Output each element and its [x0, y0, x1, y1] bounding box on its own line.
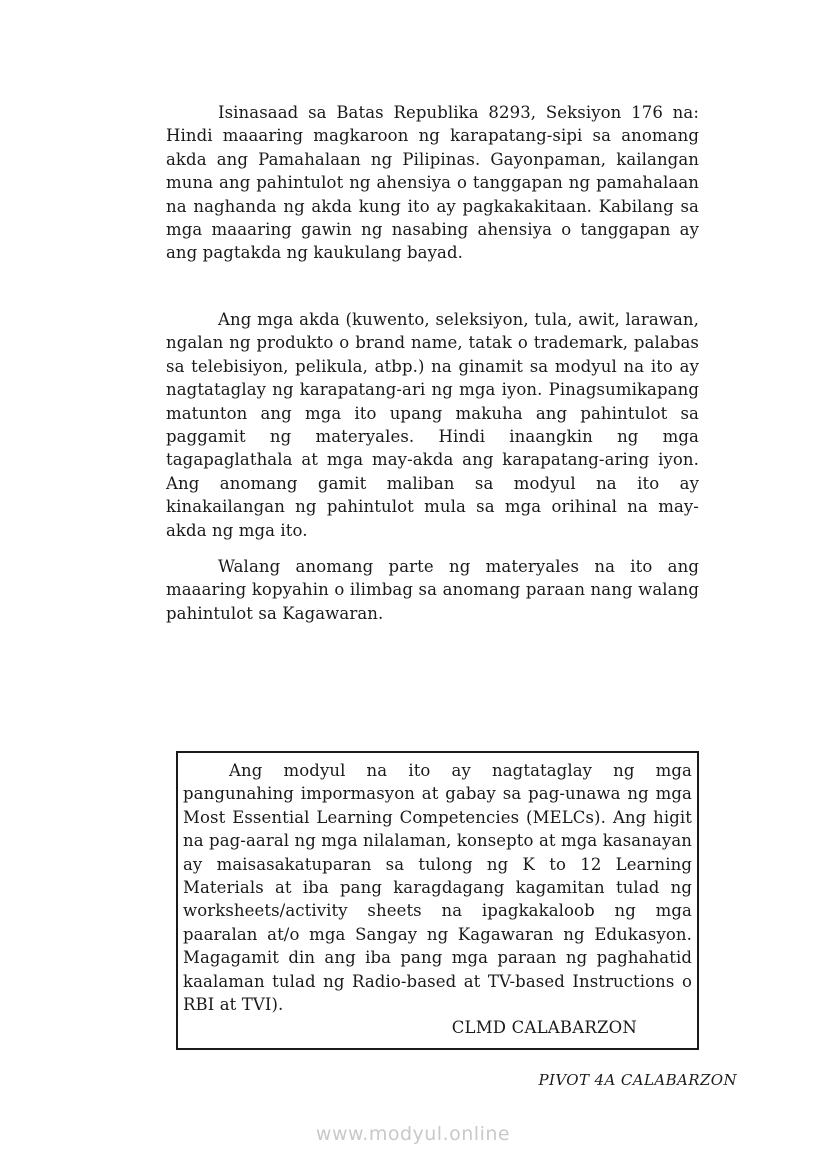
notice-box-signature: CLMD CALABARZON: [451, 1018, 637, 1038]
site-watermark: www.modyul.online: [315, 1123, 511, 1145]
copyright-paragraph-1: Isinasaad sa Batas Republika 8293, Seksiyon 176 na: Hindi maaaring magkaroon ng karapatang-sipi sa anomang akda ang Pamahalaan ng Pilipinas. Gayonpaman, kailangan muna ang pahintulot ng ahensiya o tanggapan ng pamahalaan na naghanda ng akda kung ito ay pagkakakitaan. Kabilang sa mga maaaring gawin ng nasabing ahensiya o tanggapan ay ang pagtakda ng kaukulang bayad.: [166, 103, 699, 263]
notice-box: [176, 751, 699, 1050]
copyright-paragraph-3: Walang anomang parte ng materyales na ito ang maaaring kopyahin o ilimbag sa anomang paraan nang walang pahintulot sa Kagawaran.: [166, 557, 699, 623]
copyright-paragraph-2: Ang mga akda (kuwento, seleksiyon, tula, awit, larawan, ngalan ng produkto o brand name, tatak o trademark, palabas sa telebisiyon, pelikula, atbp.) na ginamit sa modyul na ito ay nagtataglay ng karapatang-ari ng mga iyon. Pinagsumikapang matunton ang mga ito upang makuha ang pahintulot sa paggamit ng materyales. Hindi inaangkin ng mga tagapaglathala at mga may-akda ang karapatang-aring iyon. Ang anomang gamit maliban sa modyul na ito ay kinakailangan ng pahintulot mula sa mga orihinal na may-akda ng mga ito.: [166, 310, 699, 540]
page-footer-label: PIVOT 4A CALABARZON: [538, 1071, 737, 1089]
notice-box-text: Ang modyul na ito ay nagtataglay ng mga pangunahing impormasyon at gabay sa pag-unawa ng mga Most Essential Learning Competencies (MELCs). Ang higit na pag-aaral ng mga nilalaman, konsepto at mga kasanayan ay maisasakatuparan sa tulong ng K to 12 Learning Materials at iba pang karagdagang kagamitan tulad ng worksheets/activity sheets na ipagkakaloob ng mga paaralan at/o mga Sangay ng Kagawaran ng Edukasyon. Magagamit din ang iba pang mga paraan ng paghahatid kaalaman tulad ng Radio-based at TV-based Instructions o RBI at TVI).: [183, 761, 692, 1015]
